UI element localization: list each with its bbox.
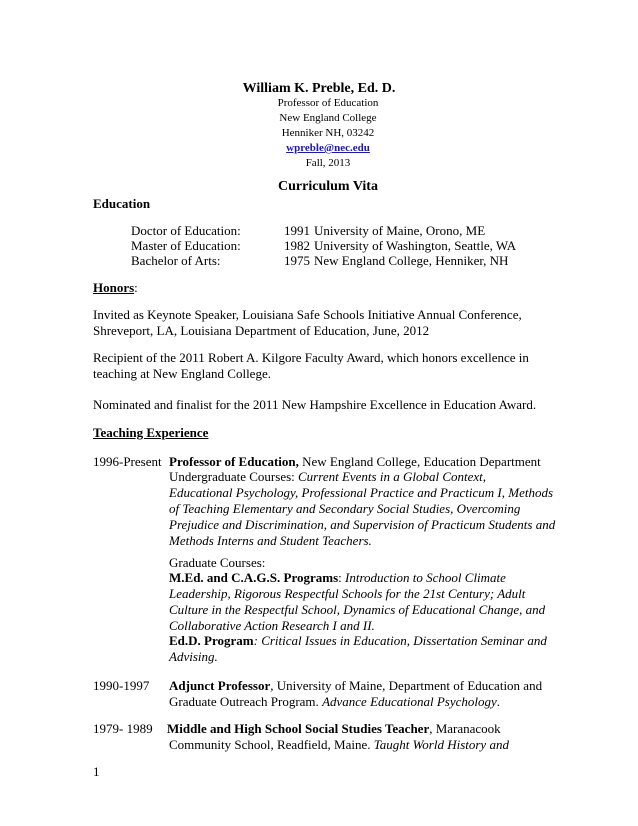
author-name: William K. Preble, Ed. D. <box>242 81 396 96</box>
med-courses: Introduction to School Climate <box>345 570 506 585</box>
course-line: Educational Psychology, Professional Practice and Practicum I, Methods <box>169 485 554 500</box>
entry-text: Graduate Outreach Program. <box>169 694 323 709</box>
honor-line: teaching at New England College. <box>93 366 271 381</box>
honors-heading <box>93 279 138 296</box>
grad-label: Graduate Courses: <box>169 555 266 570</box>
edd-courses: : Critical Issues in Education, Dissertation Seminar and <box>253 633 547 648</box>
med-colon: : <box>338 570 346 585</box>
course-line <box>169 468 486 485</box>
education-heading: Education <box>93 196 151 211</box>
degree-label: Doctor of Education: <box>131 223 241 238</box>
degree-label: Master of Education: <box>131 238 241 253</box>
course-line: Culture in the Respectful School, Dynamics of Educational Change, and <box>169 602 546 617</box>
degree-school: University of Washington, Seattle, WA <box>314 238 517 253</box>
edd-label: Ed.D. Program <box>169 633 254 648</box>
honor-line: Recipient of the 2011 Robert A. Kilgore Faculty Award, which honors excellence in <box>93 350 529 365</box>
entry-line <box>169 736 509 753</box>
honors-heading-colon: : <box>134 280 138 295</box>
entry-org: New England College, Education Department <box>298 454 541 469</box>
author-title: Professor of Education <box>277 97 379 109</box>
teaching-heading: Teaching Experience <box>93 425 209 440</box>
entry-role: Professor of Education, <box>169 454 299 469</box>
entry-dates: 1990-1997 <box>93 678 150 693</box>
course-line: Advising. <box>169 649 218 664</box>
entry-heading <box>167 720 501 737</box>
course-line: Collaborative Action Research I and II. <box>169 618 375 633</box>
entry-dates: 1979- 1989 <box>93 721 153 736</box>
author-address: Henniker NH, 03242 <box>281 127 375 139</box>
entry-line <box>169 693 500 710</box>
honors-heading-text: Honors <box>93 280 135 295</box>
entry-org: , Maranacook <box>429 721 501 736</box>
author-institution: New England College <box>279 112 377 124</box>
med-label: M.Ed. and C.A.G.S. Programs <box>169 570 339 585</box>
degree-year: 1991 <box>284 223 310 238</box>
term-label: Fall, 2013 <box>305 157 351 169</box>
email-link[interactable]: wpreble@nec.edu <box>286 142 370 154</box>
honor-line: Nominated and finalist for the 2011 New Hampshire Excellence in Education Award. <box>93 397 537 412</box>
entry-course: Taught World History and <box>373 737 509 752</box>
entry-dates: 1996-Present <box>93 454 162 469</box>
course-line: of Teaching Elementary and Secondary Social Studies, Overcoming <box>169 501 521 516</box>
course-line <box>169 632 547 649</box>
degree-year: 1982 <box>284 238 310 253</box>
course-line <box>169 569 506 586</box>
degree-year: 1975 <box>284 253 310 268</box>
course-line: Prejudice and Discrimination, and Supervision of Practicum Students and <box>169 517 556 532</box>
entry-heading <box>169 677 542 694</box>
degree-school: New England College, Henniker, NH <box>314 253 509 268</box>
entry-org: , University of Maine, Department of Education and <box>270 678 543 693</box>
entry-text: . <box>496 694 501 709</box>
document-title: Curriculum Vita <box>278 179 378 194</box>
ug-label: Undergraduate Courses: <box>169 469 299 484</box>
degree-label: Bachelor of Arts: <box>131 253 221 268</box>
entry-course: Advance Educational Psychology <box>322 694 497 709</box>
ug-courses: Current Events in a Global Context, <box>298 469 487 484</box>
honor-line: Invited as Keynote Speaker, Louisiana Safe Schools Initiative Annual Conference, <box>93 307 522 322</box>
degree-school: University of Maine, Orono, ME <box>314 223 486 238</box>
honor-line: Shreveport, LA, Louisiana Department of Education, June, 2012 <box>93 323 430 338</box>
course-line: Leadership, Rigorous Respectful Schools for the 21st Century; Adult <box>169 586 526 601</box>
entry-text: Community School, Readfield, Maine. <box>169 737 374 752</box>
entry-role: Middle and High School Social Studies Teacher <box>167 721 430 736</box>
page-number: 1 <box>93 764 100 779</box>
entry-role: Adjunct Professor <box>169 678 271 693</box>
course-line: Methods Interns and Student Teachers. <box>169 533 372 548</box>
